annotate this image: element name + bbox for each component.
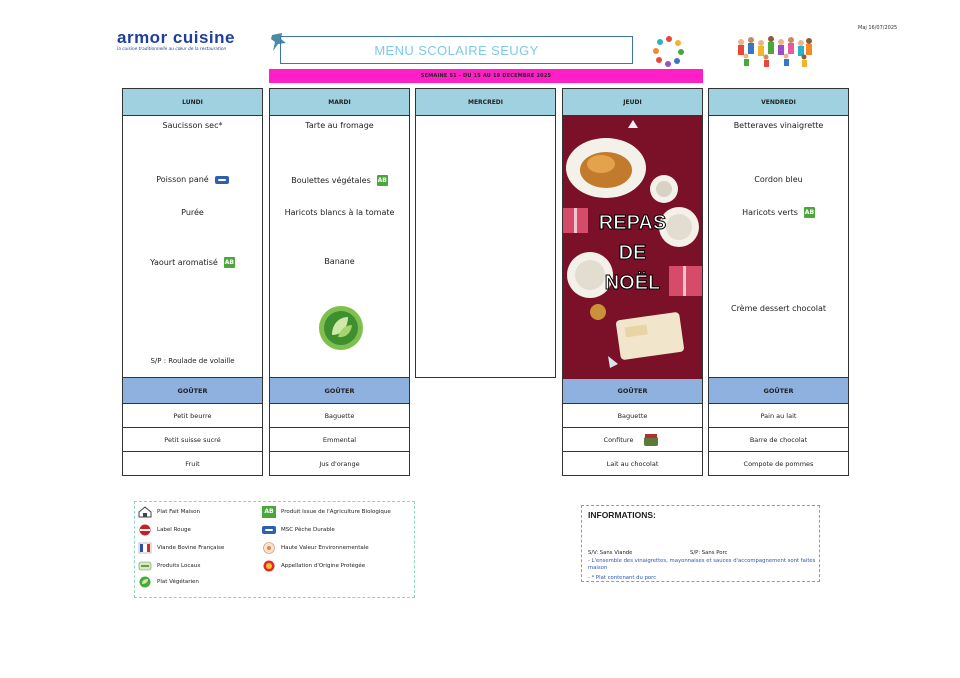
- snack-item: Petit beurre: [122, 404, 263, 428]
- dish: Banane: [324, 257, 355, 266]
- french-beef-icon: [138, 542, 152, 554]
- day-header-vendredi: VENDREDI: [708, 88, 849, 116]
- bio-icon: AB: [262, 506, 276, 518]
- snack-item: Compote de pommes: [708, 452, 849, 476]
- dish: Betteraves vinaigrette: [733, 121, 824, 130]
- legend-item: Plat Végétarien: [138, 576, 199, 588]
- jam-jar-icon: [641, 433, 661, 447]
- legend-item: MSC Pêche Durable: [262, 524, 335, 536]
- vegetarian-leaf-icon: [318, 305, 364, 351]
- msc-icon: [262, 524, 276, 536]
- day-column-lundi: [122, 88, 263, 476]
- brand-logo: [117, 29, 247, 52]
- christmas-meal-image: [563, 116, 702, 379]
- christmas-title-line: NOËL: [604, 272, 661, 294]
- christmas-title-line: DE: [618, 242, 647, 264]
- day-header-mercredi: MERCREDI: [415, 88, 556, 116]
- dish: Purée: [181, 208, 204, 217]
- bio-icon: AB: [377, 177, 387, 184]
- legend-item: Produits Locaux: [138, 560, 200, 572]
- snack-item: Baguette: [269, 404, 410, 428]
- day-menu-vendredi: [708, 116, 849, 378]
- local-products-icon: [138, 560, 152, 572]
- legend-item: Plat Fait Maison: [138, 506, 200, 518]
- brand-name: armor cuisine: [117, 28, 235, 47]
- info-line: maison: [588, 565, 608, 571]
- day-header-jeudi: JEUDI: [562, 88, 703, 116]
- dish: Boulettes végétales AB: [291, 176, 387, 185]
- snack-item: Lait au chocolat: [562, 452, 703, 476]
- snack-item: Jus d'orange: [269, 452, 410, 476]
- dish: Yaourt aromatisé AB: [150, 258, 234, 267]
- legend-item: Appellation d'Origine Protégée: [262, 560, 365, 572]
- info-sans-porc: S/P: Sans Porc: [690, 550, 728, 556]
- snack-item: Barre de chocolat: [708, 428, 849, 452]
- dish: Poisson pané: [123, 175, 262, 184]
- gouter-header: GOÛTER: [562, 378, 703, 404]
- label-rouge-icon: [138, 524, 152, 536]
- aop-icon: [262, 560, 276, 572]
- day-menu-mercredi: [415, 116, 556, 378]
- gouter-header: GOÛTER: [122, 378, 263, 404]
- snack-item: Fruit: [122, 452, 263, 476]
- bio-icon: AB: [804, 209, 815, 216]
- day-menu-lundi: [122, 116, 263, 378]
- snack-item: Pain au lait: [708, 404, 849, 428]
- vegetarian-icon: [138, 576, 152, 588]
- dish: Tarte au fromage: [305, 121, 374, 130]
- menu-title-box: [280, 36, 633, 64]
- homemade-icon: [138, 506, 152, 518]
- legend-item: Label Rouge: [138, 524, 191, 536]
- children-group-icon: [733, 32, 815, 68]
- bio-icon: AB: [224, 259, 234, 266]
- dish: Crème dessert chocolat: [730, 304, 827, 313]
- update-date: Maj 16/07/2025: [858, 25, 898, 31]
- info-line: - * Plat contenant du porc: [588, 575, 657, 581]
- week-label: SEMAINE 51 - DU 15 AU 19 DECEMBRE 2025: [420, 73, 552, 79]
- day-column-vendredi: [708, 88, 849, 476]
- day-header-lundi: LUNDI: [122, 88, 263, 116]
- day-column-mardi: [269, 88, 410, 476]
- info-title: INFORMATIONS:: [588, 510, 656, 520]
- kids-circle-icon: [649, 35, 689, 67]
- brand-tagline: la cuisine traditionnelle au cœur de la restauration: [117, 47, 227, 52]
- week-banner: [269, 69, 703, 83]
- gouter-header: GOÛTER: [708, 378, 849, 404]
- day-column-mercredi: [415, 88, 556, 378]
- gouter-header: GOÛTER: [269, 378, 410, 404]
- snack-item: Petit suisse sucré: [122, 428, 263, 452]
- dish: Cordon bleu: [754, 175, 803, 184]
- info-sans-viande: S/V: Sans Viande: [588, 550, 633, 556]
- information-box: [581, 505, 820, 582]
- christmas-title-line: REPAS: [598, 212, 667, 234]
- msc-icon: [215, 176, 229, 184]
- day-menu-mardi: [269, 116, 410, 378]
- legend-item: AB Produit Issue de l'Agriculture Biologique: [262, 506, 391, 518]
- snack-item: Confiture: [562, 428, 703, 452]
- legend-box: [134, 501, 415, 598]
- info-line: - L'ensemble des vinaigrettes, mayonnaises et sauces d'accompagnement sont faites: [588, 558, 816, 564]
- day-header-mardi: MARDI: [269, 88, 410, 116]
- page-title: MENU SCOLAIRE SEUGY: [374, 42, 539, 58]
- snack-item: Baguette: [562, 404, 703, 428]
- dish: S/P : Roulade de volaille: [150, 357, 235, 365]
- snack-item: Emmental: [269, 428, 410, 452]
- dish: Haricots blancs à la tomate: [284, 208, 395, 217]
- dish: Haricots verts AB: [742, 208, 815, 217]
- hve-icon: [262, 542, 276, 554]
- legend-item: Viande Bovine Française: [138, 542, 224, 554]
- legend-item: Haute Valeur Environnementale: [262, 542, 369, 554]
- dish: Saucisson sec*: [162, 121, 223, 130]
